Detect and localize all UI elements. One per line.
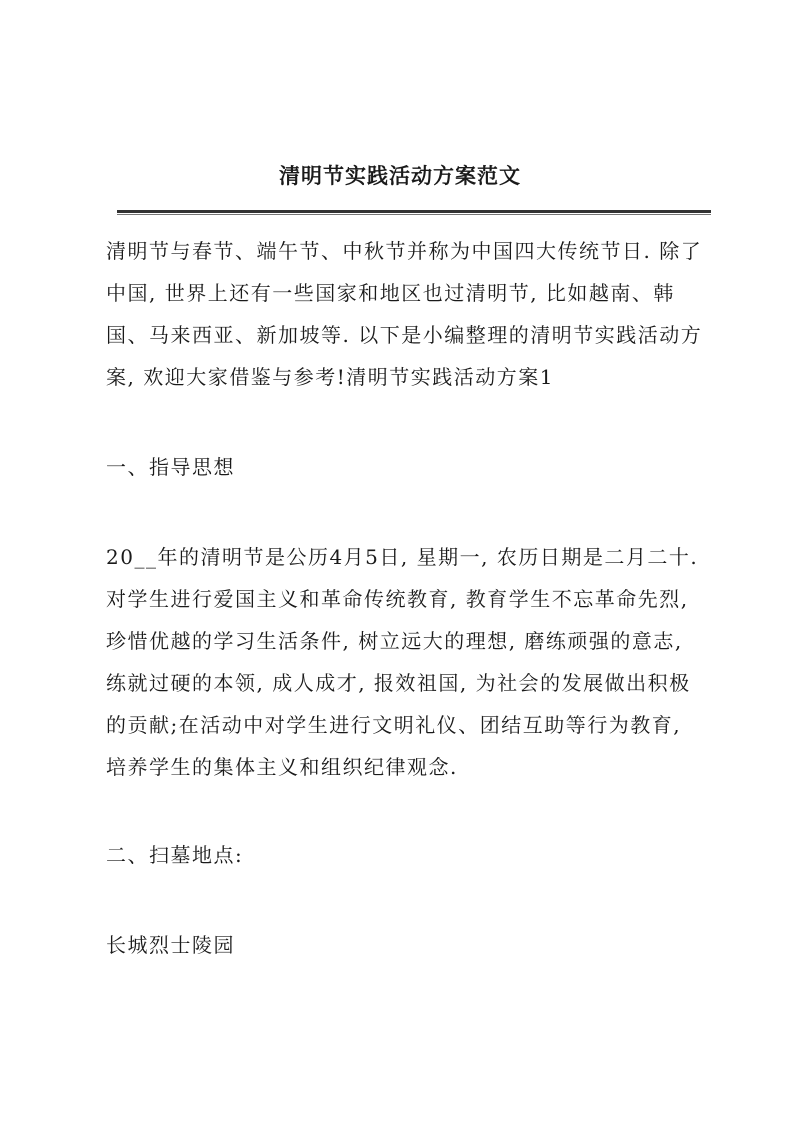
- section-heading-location: 二、扫墓地点:: [106, 843, 244, 867]
- document-body: [106, 230, 706, 966]
- guiding-idea-paragraph: 20__年的清明节是公历4月5日, 星期一, 农历日期是二月二十. 对学生进行爱国主义和革命传统教育, 教育学生不忘革命先烈, 珍惜优越的学习生活条件, 树立远大的理想, 磨练顽强的意志, 练就过硬的本领, 成人成才, 报效祖国, 为社会的发展做出积极的贡献;在活动中对学生进行文明礼仪、团结互助等行为教育, 培养学生的集体主义和组织纪律观念.: [106, 545, 699, 779]
- title-divider: [117, 210, 711, 213]
- section-heading-guiding-idea: 一、指导思想: [106, 455, 235, 479]
- location-paragraph: 长城烈士陵园: [106, 933, 235, 957]
- document-title: 清明节实践活动方案范文: [279, 163, 521, 188]
- intro-paragraph: 清明节与春节、端午节、中秋节并称为中国四大传统节日. 除了中国, 世界上还有一些国家和地区也过清明节, 比如越南、韩国、马来西亚、新加坡等. 以下是小编整理的清明节实践活动方案, 欢迎大家借鉴与参考!清明节实践活动方案1: [106, 239, 703, 389]
